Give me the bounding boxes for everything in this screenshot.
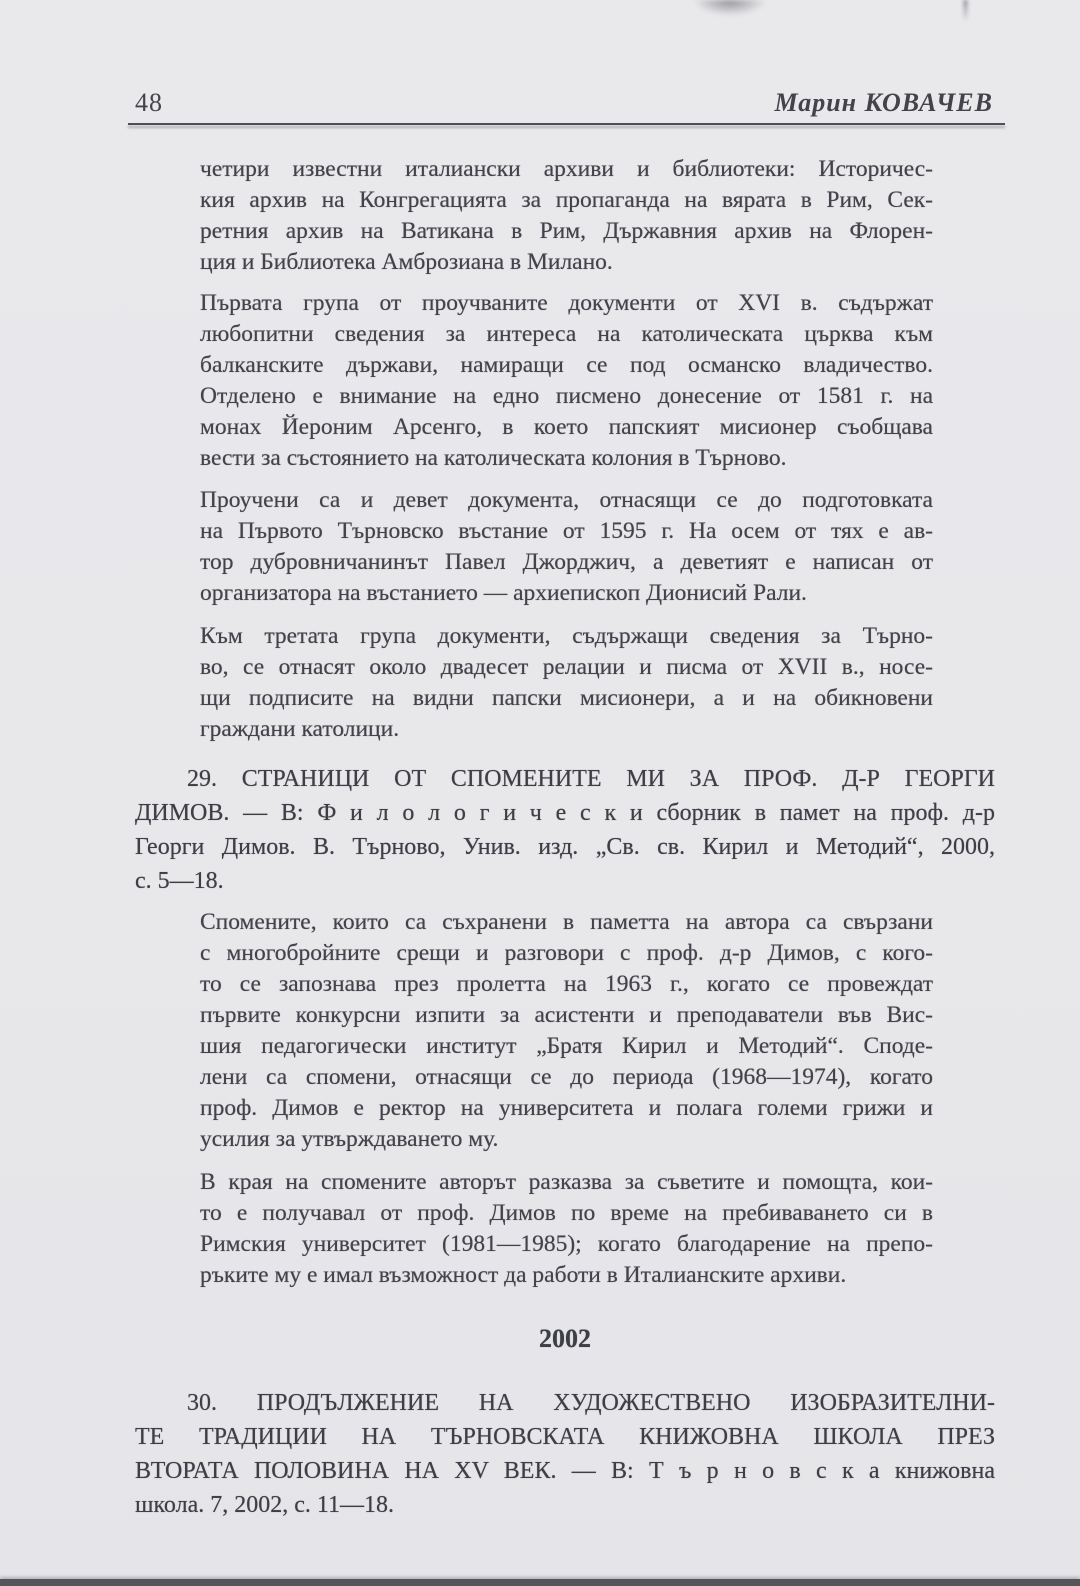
- text-line: 29. СТРАНИЦИ ОТ СПОМЕНИТЕ МИ ЗА ПРОФ. Д-Р ГЕОРГИ: [187, 766, 995, 792]
- text-line: Към третата група документи, съдържащи сведения за Търно-: [200, 623, 933, 649]
- text-line: щи подписите на видни папски мисионери, а и на обикновени: [200, 685, 933, 711]
- text-line: ВТОРАТА ПОЛОВИНА НА XV ВЕК. — В: Т ъ р н о в с к а книжовна: [135, 1458, 995, 1484]
- year-heading: 2002: [539, 1324, 591, 1353]
- text-line: граждани католици.: [200, 716, 400, 742]
- text-line: Георги Димов. В. Търново, Унив. изд. „Св. св. Кирил и Методий“, 2000,: [135, 834, 995, 860]
- text-line: кия архив на Конгрегацията за пропаганда на вярата в Рим, Сек-: [200, 187, 933, 213]
- text-line: ТЕ ТРАДИЦИИ НА ТЪРНОВСКАТА КНИЖОВНА ШКОЛА ПРЕЗ: [135, 1424, 995, 1450]
- entry-29-annotation-b: [200, 1167, 933, 1291]
- text-line: ДИМОВ. — В: Ф и л о л о г и ч е с к и сборник в памет на проф. д-р: [135, 800, 995, 826]
- text-line: Първата група от проучваните документи от XVI в. съдържат: [200, 290, 933, 316]
- text-line: то се запознава през пролетта на 1963 г., когато се провеждат: [200, 971, 933, 997]
- text-line: ретния архив на Ватикана в Рим, Държавния архив на Флорен-: [200, 218, 933, 244]
- page-number: 48: [135, 88, 163, 117]
- paragraph-annotation-group-3: [200, 621, 933, 745]
- text-line: проф. Димов е ректор на университета и полага големи грижи и: [200, 1095, 933, 1121]
- text-line: школа. 7, 2002, с. 11—18.: [135, 1492, 394, 1518]
- text-line: ция и Библиотека Амброзиана в Милано.: [200, 249, 613, 275]
- text-line: Проучени са и девет документа, отнасящи се до подготовката: [200, 487, 933, 513]
- scan-smudge-top: [693, 0, 767, 16]
- text-line: любопитни сведения за интереса на католическата църква към: [200, 321, 933, 347]
- text-line: Римския университет (1981—1985); когато благодарение на препо-: [200, 1231, 933, 1257]
- entry-29-annotation-a: [200, 907, 933, 1155]
- text-line: с многобройните срещи и разговори с проф. д-р Димов, с кого-: [200, 940, 933, 966]
- header-rule: [128, 123, 1005, 125]
- page-header: [135, 88, 1005, 118]
- text-line: балканските държави, намиращи се под османско владичество.: [200, 352, 933, 378]
- text-line: шия педагогически институт „Братя Кирил и Методий“. Споде-: [200, 1033, 933, 1059]
- text-line: 30. ПРОДЪЛЖЕНИЕ НА ХУДОЖЕСТВЕНО ИЗОБРАЗИТЕЛНИ-: [187, 1390, 995, 1416]
- text-line: вести за състоянието на католическата колония в Търново.: [200, 445, 787, 471]
- paragraph-annotation-continuation: [200, 154, 933, 278]
- text-line: Отделено е внимание на едно писмено донесение от 1581 г. на: [200, 383, 933, 409]
- scan-edge-band-bottom: [0, 1579, 1080, 1586]
- bibliography-entry-30: [135, 1386, 995, 1522]
- scan-streak-top-right: [963, 0, 968, 22]
- text-line: с. 5—18.: [135, 868, 224, 894]
- text-line: Спомените, които са съхранени в паметта на автора са свързани: [200, 909, 933, 935]
- text-line: на Първото Търновско въстание от 1595 г. На осем от тях е ав-: [200, 518, 933, 544]
- text-line: организатора на въстанието — архиепископ Дионисий Рали.: [200, 580, 807, 606]
- text-line: лени са спомени, отнасящи се до периода (1968—1974), когато: [200, 1064, 933, 1090]
- text-line: то е получавал от проф. Димов по време на пребиваването си в: [200, 1200, 933, 1226]
- paragraph-annotation-group-1: [200, 288, 933, 474]
- text-line: четири известни италиански архиви и библиотеки: Историчес-: [200, 156, 933, 182]
- text-line: во, се отнасят около двадесет релации и писма от XVII в., носе-: [200, 654, 933, 680]
- text-line: първите конкурсни изпити за асистенти и преподаватели във Вис-: [200, 1002, 933, 1028]
- paragraph-annotation-group-2: [200, 485, 933, 609]
- text-line: монах Йероним Арсенго, в което папският мисионер съобщава: [200, 414, 933, 440]
- bibliography-entry-29: [135, 762, 995, 898]
- running-title: Марин КОВАЧЕВ: [774, 88, 993, 117]
- text-line: усилия за утвърждаването му.: [200, 1126, 499, 1152]
- text-line: В края на спомените авторът разказва за съветите и помощта, кои-: [200, 1169, 933, 1195]
- text-line: ръките му е имал възможност да работи в Италианските архиви.: [200, 1262, 847, 1288]
- text-line: тор дубровничанинът Павел Джорджич, а деветият е написан от: [200, 549, 933, 575]
